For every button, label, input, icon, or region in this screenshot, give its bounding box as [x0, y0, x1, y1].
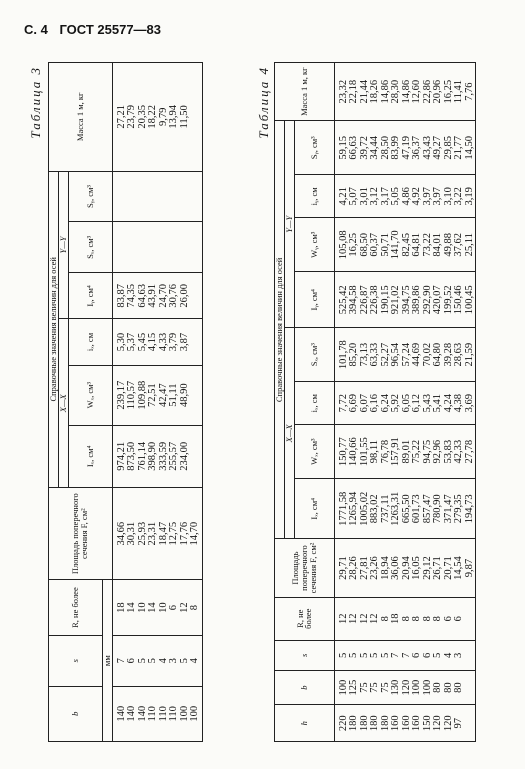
t4-col-sy: 59,15 66,63 39,72 34,44 28,50 83,99 47,19 36,37 43,43 49,27 29,85 21,77 14,50 — [334, 121, 476, 175]
t3-r-header: R, не более — [49, 580, 103, 635]
t4-wx-header: Wₓ, см³ — [294, 425, 334, 479]
t3-ixr-header: iₓ, см — [68, 319, 112, 365]
t4-h-header: h — [275, 705, 335, 742]
t4-col-ixr: 7,72 6,69 6,07 6,16 6,24 5,92 6,05 6,12 5,43 5,41 4,24 4,38 3,69 — [334, 382, 476, 425]
t3-col-r: 18 14 10 14 10 6 12 8 — [112, 580, 202, 635]
standard-code: ГОСТ 25577—83 — [59, 22, 162, 37]
table4 — [274, 62, 476, 742]
t4-col-b: 100 125 75 75 75 130 120 100 100 80 80 80 — [334, 670, 476, 704]
t3-col-s: 7 6 5 5 4 3 5 4 — [112, 635, 202, 686]
t3-col-sx — [112, 222, 202, 273]
t3-col-mass: 27,21 23,79 20,35 18,22 9,79 13,94 11,50 — [112, 63, 202, 172]
t4-col-wy: 105,08 16,25 68,50 60,37 50,71 141,70 82,45 64,81 73,22 84,01 49,88 37,62 25,11 — [334, 218, 476, 272]
t3-area-header: Площадь поперечного сечения F, см² — [49, 487, 113, 579]
t3-col-ixr: 5,30 5,37 5,45 4,15 4,33 3,79 3,87 — [112, 319, 202, 365]
t3-col-ix: 974,21 873,50 761,14 398,90 333,59 255,57 234,00 — [112, 425, 202, 487]
t4-ref-header: Справочные значения величин для осей — [275, 121, 285, 539]
t3-xx-header: X—X — [58, 319, 68, 488]
t3-col-f: 34,66 30,31 25,93 23,31 18,47 12,75 17,76 14,70 — [112, 487, 202, 579]
t4-b-header: b — [275, 670, 335, 704]
t3-b-header: b — [49, 686, 103, 741]
page-header — [24, 22, 169, 37]
t4-yy-header: Y—Y — [284, 121, 294, 328]
t3-col-iy: 83,87 74,35 64,63 43,91 24,70 30,76 26,00 — [112, 273, 202, 319]
t4-sx-header: Sₓ, см³ — [294, 328, 334, 382]
t4-r-header: R, не более — [275, 597, 335, 640]
t4-sy-header: Sᵧ, см³ — [294, 121, 334, 175]
t4-xx-header: X—X — [284, 328, 294, 539]
t4-area-header: Площадь поперечного сечения F, см² — [275, 539, 335, 597]
t4-col-sx: 101,78 85,20 73,13 63,33 52,27 96,54 57,24 44,69 70,02 64,80 39,28 28,63 21,59 — [334, 328, 476, 382]
t4-col-s: 5 5 5 5 5 7 7 6 6 5 4 3 — [334, 640, 476, 670]
table3-caption: Таблица 3 — [28, 66, 43, 139]
t4-iy-header: Iᵧ, см⁴ — [294, 272, 334, 328]
t4-iyr-header: iᵧ, см — [294, 175, 334, 218]
t3-wx-header: Wₓ, см³ — [68, 365, 112, 425]
t3-iy-header: Iᵧ, см⁴ — [68, 273, 112, 319]
t3-col-sy — [112, 171, 202, 222]
t4-col-r: 12 12 12 12 8 18 8 8 8 8 6 6 — [334, 597, 476, 640]
t4-ixr-header: iₓ, см — [294, 382, 334, 425]
t3-ix-header: Iₓ, см⁴ — [68, 425, 112, 487]
t4-wy-header: Wᵧ, см³ — [294, 218, 334, 272]
t3-units-header: мм — [102, 580, 112, 742]
t4-col-iy: 525,42 394,58 226,87 226,38 190,15 921,02 394,75 389,86 292,90 420,07 199,52 150,46 100,45 — [334, 272, 476, 328]
t3-sy-header: Sᵧ, см³ — [68, 171, 112, 222]
t4-col-h: 220 180 180 180 180 160 160 160 150 120 120 97 — [334, 705, 476, 742]
t3-yy-header: Y—Y — [58, 171, 68, 319]
t4-col-ix: 1771,58 1265,94 1005,02 883,02 737,11 1263,31 665,50 601,73 857,47 780,90 371,47 279,35 194,73 — [334, 479, 476, 539]
t4-col-mass: 23,32 22,18 21,44 18,26 14,86 28,30 14,86 12,60 22,86 20,96 16,25 11,41 7,76 — [334, 63, 476, 121]
t4-ix-header: Iₓ, см⁴ — [294, 479, 334, 539]
t4-col-iyr: 4,21 5,07 3,01 3,12 3,17 5,05 4,86 4,92 3,97 3,97 3,10 3,22 3,19 — [334, 175, 476, 218]
rotated-page-content — [28, 62, 498, 742]
t3-mass-header: Масса 1 м, кг — [49, 63, 113, 172]
page-number: С. 4 — [24, 22, 48, 37]
table4-caption: Таблица 4 — [256, 66, 271, 139]
t4-col-f: 29,71 28,26 27,81 23,26 18,94 36,06 20,94 16,05 29,12 26,71 20,71 14,54 9,87 — [334, 539, 476, 597]
t3-col-b: 140 140 140 110 110 110 100 100 — [112, 686, 202, 741]
table3 — [48, 62, 203, 742]
t4-mass-header: Масса 1 м, кг — [275, 63, 335, 121]
t3-ref-header: Справочные значения величин для осей — [49, 171, 59, 487]
t4-col-wx: 150,77 140,66 101,55 98,11 76,78 157,91 89,01 75,22 94,75 92,96 53,83 42,33 27,78 — [334, 425, 476, 479]
t3-col-wx: 239,17 110,57 109,88 72,51 42,47 51,11 48,90 — [112, 365, 202, 425]
t3-sx-header: Sₓ, см³ — [68, 222, 112, 273]
t3-s-header: s — [49, 635, 103, 686]
t4-s-header: s — [275, 640, 335, 670]
